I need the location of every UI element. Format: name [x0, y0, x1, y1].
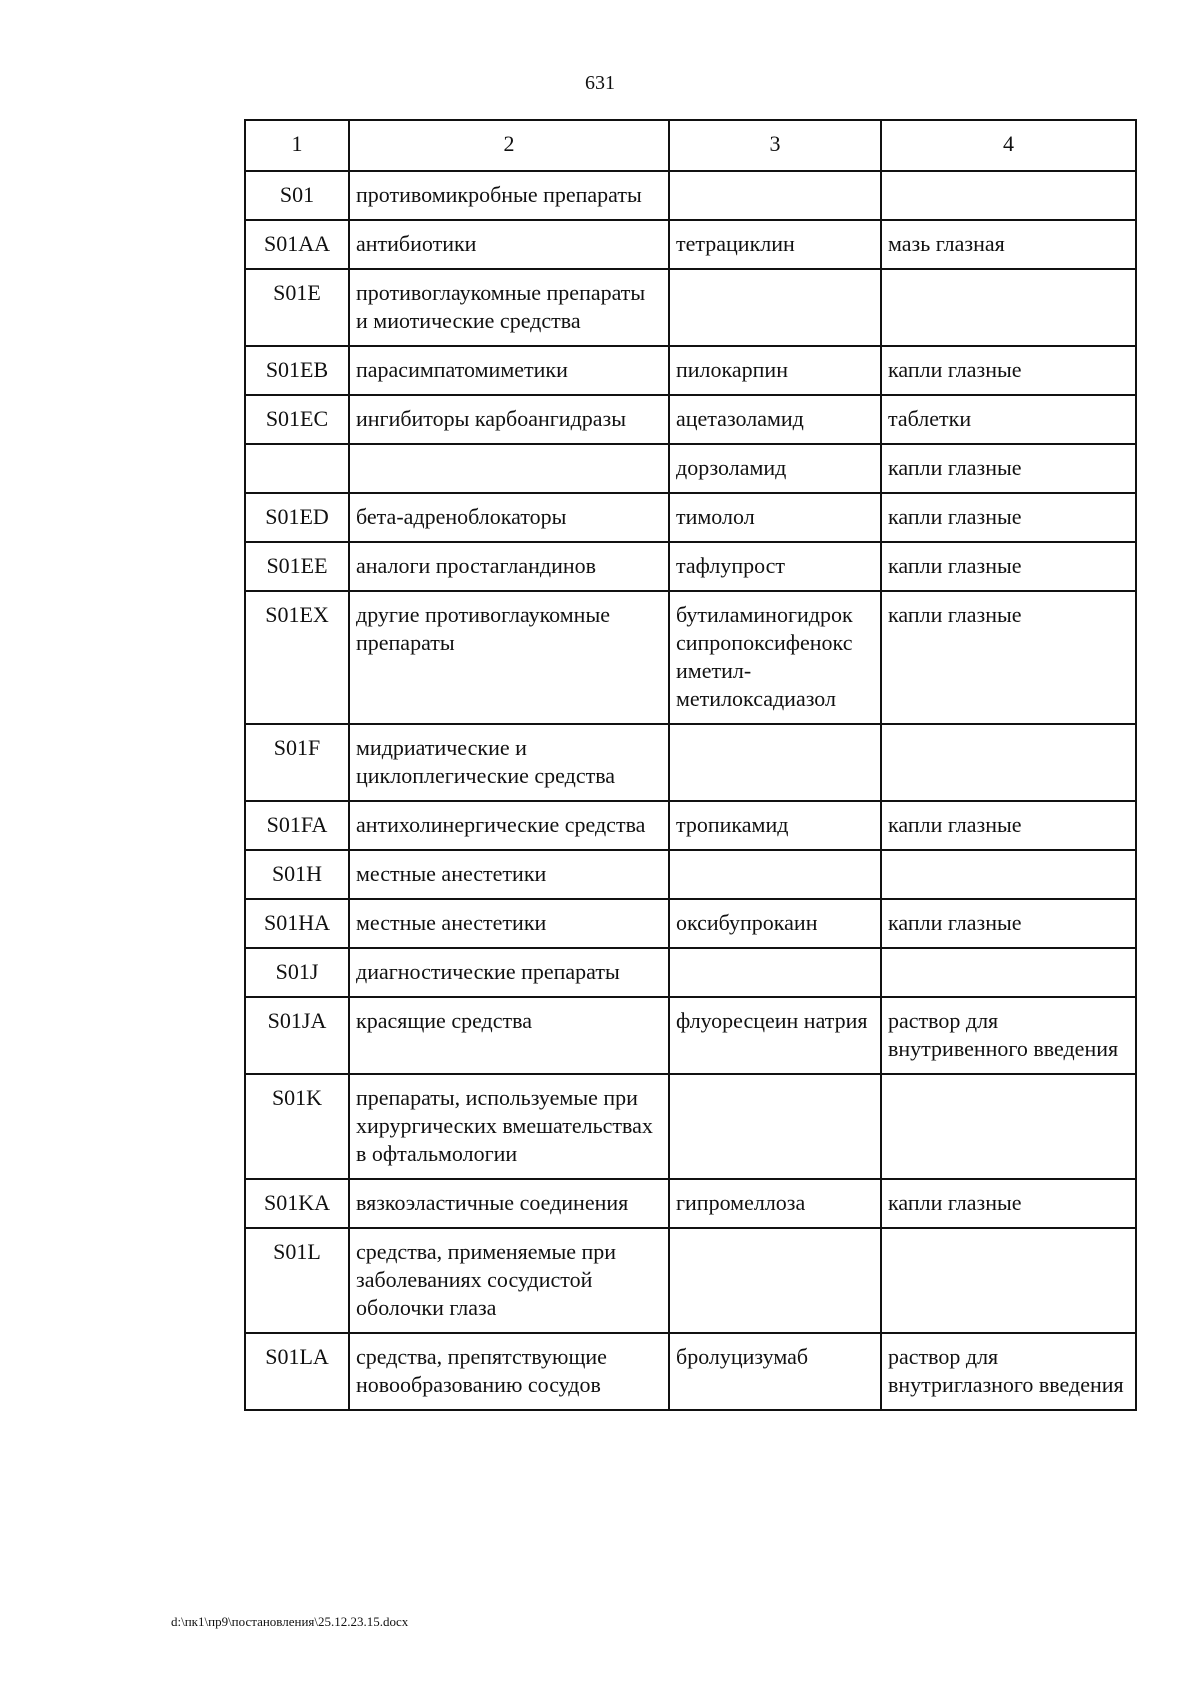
substance-cell: [669, 948, 881, 997]
group-name-cell: антихолинергические средства: [349, 801, 669, 850]
table-row: [245, 1074, 1136, 1179]
atc-code-cell: S01LA: [245, 1333, 349, 1410]
table-row: [245, 724, 1136, 801]
dosage-form-cell: капли глазные: [881, 801, 1136, 850]
atc-code-cell: S01FA: [245, 801, 349, 850]
atc-code-cell: S01EX: [245, 591, 349, 724]
dosage-form-cell: капли глазные: [881, 899, 1136, 948]
table-row: [245, 444, 1136, 493]
table-row: [245, 346, 1136, 395]
atc-code-cell: S01J: [245, 948, 349, 997]
group-name-cell: парасимпатомиметики: [349, 346, 669, 395]
atc-code-cell: S01K: [245, 1074, 349, 1179]
dosage-form-cell: раствор для внутривенного введения: [881, 997, 1136, 1074]
footer-file-path: d:\пк1\пр9\постановления\25.12.23.15.docx: [171, 1614, 409, 1629]
group-name-cell: диагностические препараты: [349, 948, 669, 997]
header-cell-2: 2: [349, 120, 669, 171]
substance-cell: пилокарпин: [669, 346, 881, 395]
atc-code-cell: S01EC: [245, 395, 349, 444]
substance-cell: ацетазоламид: [669, 395, 881, 444]
table-row: [245, 542, 1136, 591]
dosage-form-cell: [881, 1228, 1136, 1333]
dosage-form-cell: [881, 850, 1136, 899]
table-row: [245, 493, 1136, 542]
substance-cell: [669, 724, 881, 801]
group-name-cell: местные анестетики: [349, 899, 669, 948]
table-row: [245, 591, 1136, 724]
group-name-cell: ингибиторы карбоангидразы: [349, 395, 669, 444]
group-name-cell: аналоги простагландинов: [349, 542, 669, 591]
substance-cell: [669, 171, 881, 220]
atc-code-cell: S01: [245, 171, 349, 220]
table-row: [245, 801, 1136, 850]
substance-cell: [669, 269, 881, 346]
atc-code-cell: S01L: [245, 1228, 349, 1333]
group-name-cell: другие противоглаукомные препараты: [349, 591, 669, 724]
dosage-form-cell: капли глазные: [881, 346, 1136, 395]
group-name-cell: местные анестетики: [349, 850, 669, 899]
substance-cell: [669, 1074, 881, 1179]
group-name-cell: средства, препятствующие новообразованию сосудов: [349, 1333, 669, 1410]
atc-code-cell: S01E: [245, 269, 349, 346]
group-name-cell: противоглаукомные препараты и миотические средства: [349, 269, 669, 346]
substance-cell: [669, 1228, 881, 1333]
group-name-cell: средства, применяемые при заболеваниях сосудистой оболочки глаза: [349, 1228, 669, 1333]
table-row: [245, 269, 1136, 346]
dosage-form-cell: [881, 948, 1136, 997]
drug-classification-table: [244, 119, 1137, 1411]
dosage-form-cell: таблетки: [881, 395, 1136, 444]
atc-code-cell: S01H: [245, 850, 349, 899]
substance-cell: дорзоламид: [669, 444, 881, 493]
substance-cell: бролуцизумаб: [669, 1333, 881, 1410]
table-row: [245, 395, 1136, 444]
table-row: [245, 1228, 1136, 1333]
page-number: 631: [585, 72, 615, 94]
group-name-cell: антибиотики: [349, 220, 669, 269]
group-name-cell: бета-адреноблокаторы: [349, 493, 669, 542]
header-cell-3: 3: [669, 120, 881, 171]
header-cell-4: 4: [881, 120, 1136, 171]
dosage-form-cell: капли глазные: [881, 542, 1136, 591]
dosage-form-cell: капли глазные: [881, 444, 1136, 493]
group-name-cell: мидриатические и циклоплегические средства: [349, 724, 669, 801]
substance-cell: тетрациклин: [669, 220, 881, 269]
dosage-form-cell: [881, 171, 1136, 220]
dosage-form-cell: капли глазные: [881, 493, 1136, 542]
substance-cell: тимолол: [669, 493, 881, 542]
dosage-form-cell: [881, 724, 1136, 801]
atc-code-cell: S01HA: [245, 899, 349, 948]
table-header-row: [245, 120, 1136, 171]
table-row: [245, 220, 1136, 269]
table-row: [245, 1179, 1136, 1228]
table-row: [245, 1333, 1136, 1410]
table-row: [245, 899, 1136, 948]
group-name-cell: противомикробные препараты: [349, 171, 669, 220]
substance-cell: тафлупрост: [669, 542, 881, 591]
substance-cell: тропикамид: [669, 801, 881, 850]
dosage-form-cell: капли глазные: [881, 591, 1136, 724]
substance-cell: бутиламиногидрок сипропоксифенокс иметил-метилоксадиазол: [669, 591, 881, 724]
dosage-form-cell: капли глазные: [881, 1179, 1136, 1228]
dosage-form-cell: [881, 269, 1136, 346]
table-row: [245, 171, 1136, 220]
table-row: [245, 850, 1136, 899]
dosage-form-cell: мазь глазная: [881, 220, 1136, 269]
substance-cell: флуоресцеин натрия: [669, 997, 881, 1074]
table-row: [245, 997, 1136, 1074]
substance-cell: [669, 850, 881, 899]
atc-code-cell: S01KA: [245, 1179, 349, 1228]
group-name-cell: [349, 444, 669, 493]
atc-code-cell: S01AA: [245, 220, 349, 269]
substance-cell: гипромеллоза: [669, 1179, 881, 1228]
table-body: [245, 120, 1136, 1410]
atc-code-cell: S01EB: [245, 346, 349, 395]
atc-code-cell: S01JA: [245, 997, 349, 1074]
atc-code-cell: [245, 444, 349, 493]
dosage-form-cell: [881, 1074, 1136, 1179]
dosage-form-cell: раствор для внутриглазного введения: [881, 1333, 1136, 1410]
group-name-cell: вязкоэластичные соединения: [349, 1179, 669, 1228]
substance-cell: оксибупрокаин: [669, 899, 881, 948]
atc-code-cell: S01F: [245, 724, 349, 801]
header-cell-1: 1: [245, 120, 349, 171]
atc-code-cell: S01EE: [245, 542, 349, 591]
group-name-cell: красящие средства: [349, 997, 669, 1074]
atc-code-cell: S01ED: [245, 493, 349, 542]
group-name-cell: препараты, используемые при хирургических вмешательствах в офтальмологии: [349, 1074, 669, 1179]
table-row: [245, 948, 1136, 997]
